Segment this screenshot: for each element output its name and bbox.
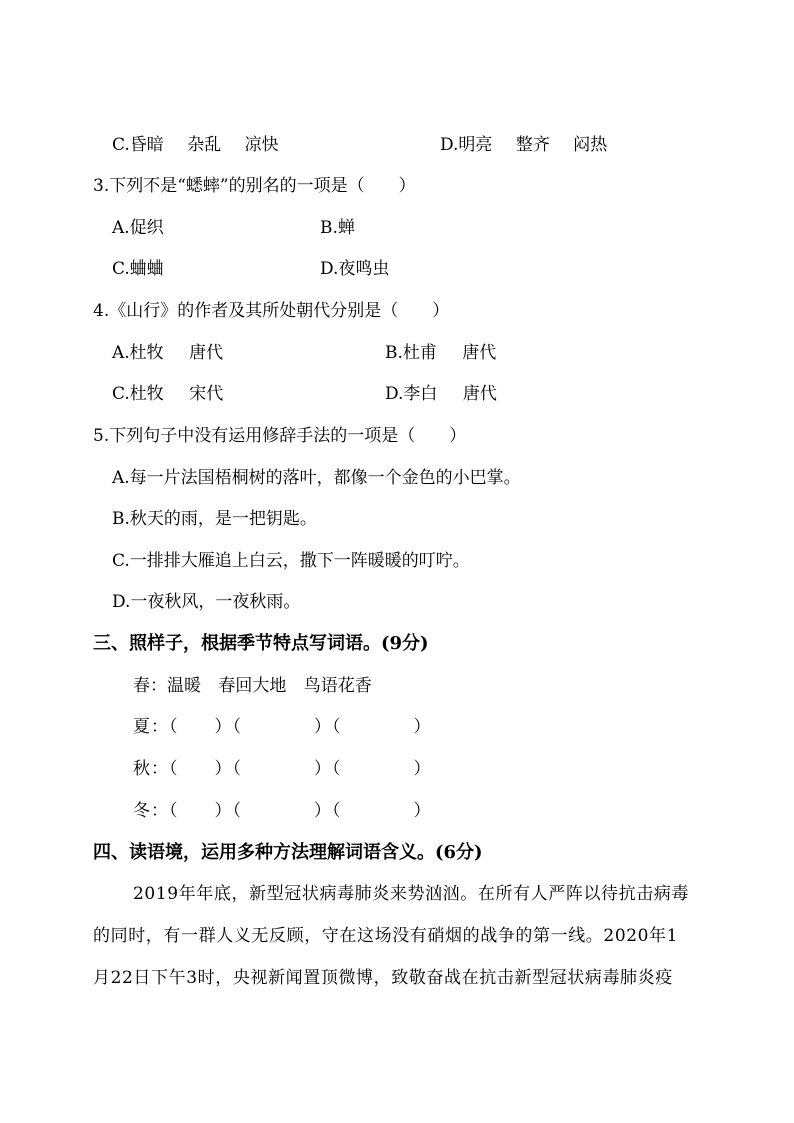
q3-option-b: B.蝉 <box>320 218 355 238</box>
q3-stem: 3.下列不是“蟋蟀”的别名的一项是（ ） <box>93 176 416 196</box>
q5-option-a: A.每一片法国梧桐树的落叶，都像一个金色的小巴掌。 <box>112 468 521 488</box>
q4-option-d: D.李白 唐代 <box>385 384 497 404</box>
section3-example: 春：温暖 春回大地 鸟语花香 <box>133 676 372 696</box>
q4-stem: 4.《山行》的作者及其所处朝代分别是（ ） <box>93 301 450 321</box>
section3-title: 三、照样子，根据季节特点写词语。(9分) <box>93 633 429 654</box>
q3-option-c: C.蛐蛐 <box>112 259 164 279</box>
q5-stem: 5.下列句子中没有运用修辞手法的一项是（ ） <box>93 426 467 446</box>
q3-option-a: A.促织 <box>112 218 164 238</box>
section4-paragraph-line-3: 月22日下午3时，央视新闻置顶微博，致敬奋战在抗击新型冠状病毒肺炎疫 <box>93 968 673 988</box>
q2-option-c: C.昏暗 杂乱 凉快 <box>112 135 279 155</box>
section3-autumn: 秋：（ ）（ ）（ ） <box>133 759 432 779</box>
section4-title: 四、读语境，运用多种方法理解词语含义。(6分) <box>93 842 483 863</box>
q4-option-b: B.杜甫 唐代 <box>385 343 497 363</box>
q5-option-d: D.一夜秋风，一夜秋雨。 <box>112 592 301 612</box>
section4-paragraph-line-1: 2019年年底，新型冠状病毒肺炎来势汹汹。在所有人严阵以待抗击病毒 <box>133 884 690 904</box>
section3-summer: 夏：（ ）（ ）（ ） <box>133 717 432 737</box>
section3-winter: 冬：（ ）（ ）（ ） <box>133 801 432 821</box>
q5-option-c: C.一排排大雁追上白云，撒下一阵暖暖的叮咛。 <box>112 551 470 571</box>
q4-option-c: C.杜牧 宋代 <box>112 384 224 404</box>
q4-option-a: A.杜牧 唐代 <box>112 343 224 363</box>
section4-paragraph-line-2: 的同时，有一群人义无反顾，守在这场没有硝烟的战争的第一线。2020年1 <box>93 926 679 946</box>
q3-option-d: D.夜鸣虫 <box>320 259 390 279</box>
q5-option-b: B.秋天的雨，是一把钥匙。 <box>112 509 317 529</box>
q2-option-d: D.明亮 整齐 闷热 <box>440 135 608 155</box>
